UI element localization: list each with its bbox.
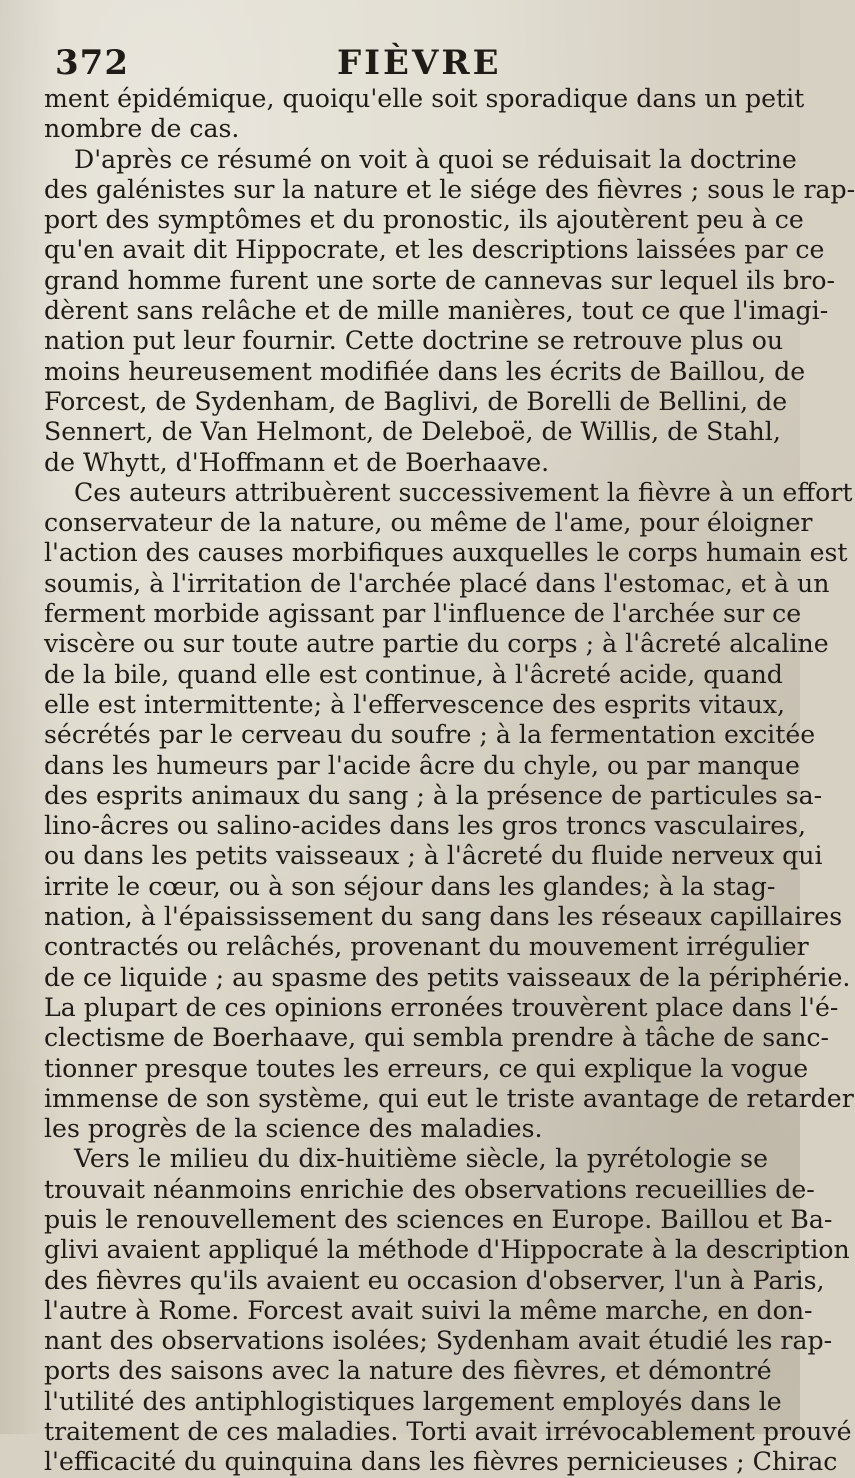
- text-line: ment épidémique, quoiqu'elle soit sporadique dans un petit: [44, 84, 805, 113]
- text-line: l'efficacité du quinquina dans les fièvres pernicieuses ; Chirac: [44, 1447, 838, 1477]
- text-line: irrite le cœur, ou à son séjour dans les glandes; à la stag-: [44, 871, 776, 901]
- text-line: des esprits animaux du sang ; à la présence de particules sa-: [44, 780, 823, 810]
- text-line: nombre de cas.: [44, 114, 240, 144]
- running-title: FIÈVRE: [337, 43, 502, 83]
- text-line: La plupart de ces opinions erronées trouvèrent place dans l'é-: [44, 992, 839, 1022]
- text-line: moins heureusement modifiée dans les écrits de Baillou, de: [44, 356, 806, 386]
- text-line: elle est intermittente; à l'effervescence des esprits vitaux,: [44, 689, 786, 719]
- text-line: conservateur de la nature, ou même de l'ame, pour éloigner: [44, 508, 813, 538]
- page-number: 372: [55, 43, 129, 83]
- text-line: des galénistes sur la nature et le siége des fièvres ; sous le rap-: [44, 174, 855, 204]
- body-text: [44, 84, 855, 1478]
- page-header: [55, 40, 760, 86]
- text-line: l'autre à Rome. Forcest avait suivi la même marche, en don-: [44, 1295, 813, 1325]
- text-line: ports des saisons avec la nature des fièvres, et démontré: [44, 1356, 772, 1386]
- text-line: dans les humeurs par l'acide âcre du chyle, ou par manque: [44, 750, 800, 780]
- text-line: Vers le milieu du dix-huitième siècle, la pyrétologie se: [74, 1144, 768, 1174]
- text-line: les progrès de la science des maladies.: [44, 1114, 543, 1144]
- text-line: Ces auteurs attribuèrent successivement la fièvre à un effort: [74, 477, 853, 507]
- text-line: Forcest, de Sydenham, de Baglivi, de Borelli de Bellini, de: [44, 386, 788, 416]
- text-line: de la bile, quand elle est continue, à l'âcreté acide, quand: [44, 659, 783, 689]
- text-line: viscère ou sur toute autre partie du corps ; à l'âcreté alcaline: [44, 629, 829, 659]
- text-line: tionner presque toutes les erreurs, ce qui explique la vogue: [44, 1053, 809, 1083]
- text-line: trouvait néanmoins enrichie des observations recueillies de-: [44, 1174, 815, 1204]
- text-line: sécrétés par le cerveau du soufre ; à la fermentation excitée: [44, 720, 816, 750]
- text-line: soumis, à l'irritation de l'archée placé dans l'estomac, et à un: [44, 568, 830, 598]
- text-line: l'utilité des antiphlogistiques largement employés dans le: [44, 1386, 782, 1416]
- text-line: puis le renouvellement des sciences en Europe. Baillou et Ba-: [44, 1204, 833, 1234]
- text-line: ou dans les petits vaisseaux ; à l'âcreté du fluide nerveux qui: [44, 841, 823, 871]
- text-line: ferment morbide agissant par l'influence de l'archée sur ce: [44, 599, 802, 629]
- text-line: port des symptômes et du pronostic, ils ajoutèrent peu à ce: [44, 205, 804, 235]
- text-line: immense de son système, qui eut le triste avantage de retarder: [44, 1083, 854, 1113]
- text-line: Sennert, de Van Helmont, de Deleboë, de Willis, de Stahl,: [44, 417, 781, 447]
- text-line: clectisme de Boerhaave, qui sembla prendre à tâche de sanc-: [44, 1023, 830, 1053]
- text-line: dèrent sans relâche et de mille manières, tout ce que l'imagi-: [44, 296, 829, 326]
- text-line: qu'en avait dit Hippocrate, et les descriptions laissées par ce: [44, 235, 825, 265]
- text-line: nation, à l'épaississement du sang dans les réseaux capillaires: [44, 902, 843, 932]
- text-line: nant des observations isolées; Sydenham avait étudié les rap-: [44, 1326, 833, 1356]
- text-line: des fièvres qu'ils avaient eu occasion d'observer, l'un à Paris,: [44, 1265, 825, 1295]
- text-line: de ce liquide ; au spasme des petits vaisseaux de la périphérie.: [44, 962, 851, 992]
- text-line: nation put leur fournir. Cette doctrine se retrouve plus ou: [44, 326, 784, 356]
- text-line: l'action des causes morbifiques auxquelles le corps humain est: [44, 538, 848, 568]
- text-line: contractés ou relâchés, provenant du mouvement irrégulier: [44, 932, 809, 962]
- text-line: traitement de ces maladies. Torti avait irrévocablement prouvé: [44, 1417, 852, 1447]
- text-line: lino-âcres ou salino-acides dans les gros troncs vasculaires,: [44, 811, 807, 841]
- text-line: de Whytt, d'Hoffmann et de Boerhaave.: [44, 447, 550, 477]
- text-line: glivi avaient appliqué la méthode d'Hippocrate à la description: [44, 1235, 850, 1265]
- text-line: D'après ce résumé on voit à quoi se réduisait la doctrine: [74, 144, 797, 174]
- text-line: grand homme furent une sorte de cannevas sur lequel ils bro-: [44, 265, 835, 295]
